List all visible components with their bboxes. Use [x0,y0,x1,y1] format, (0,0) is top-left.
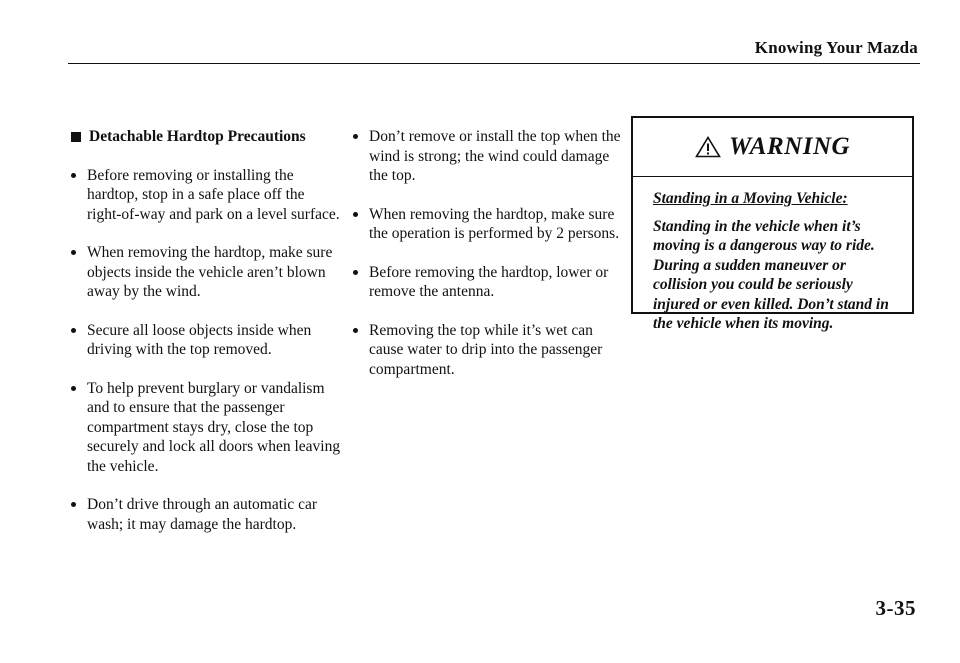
list-item: Don’t remove or install the top when the wind is strong; the wind could damage the top. [352,127,624,186]
warning-box [631,116,914,332]
warning-triangle-icon [695,136,721,158]
warning-body [633,177,912,334]
list-item: Before removing or installing the hardtop, stop in a safe place off the right-of-way and park on a level surface. [70,166,342,225]
warning-subheading: Standing in a Moving Vehicle: [653,190,848,207]
middle-column [352,127,624,398]
header-rule [68,63,920,64]
running-header-title: Knowing Your Mazda [754,38,918,57]
warning-title: WARNING [728,133,851,160]
square-bullet-icon [71,132,81,142]
middle-bullet-list [352,127,624,379]
section-heading-text: Detachable Hardtop Precautions [89,128,306,145]
list-item: To help prevent burglary or vandalism and to ensure that the passenger compartment stays dry, close the top securely and lock all doors when leaving the vehicle. [70,379,342,477]
warning-header [633,118,912,177]
list-item: Before removing the hardtop, lower or remove the antenna. [352,263,624,302]
left-bullet-list [70,166,342,535]
list-item: When removing the hardtop, make sure objects inside the vehicle aren’t blown away by the wind. [70,243,342,302]
list-item: Don’t drive through an automatic car wash; it may damage the hardtop. [70,495,342,534]
list-item: Removing the top while it’s wet can cause water to drip into the passenger compartment. [352,321,624,380]
section-heading [70,127,342,147]
left-column [70,127,342,553]
page-number: 3-35 [875,596,916,620]
list-item: Secure all loose objects inside when driving with the top removed. [70,321,342,360]
list-item: When removing the hardtop, make sure the operation is performed by 2 persons. [352,205,624,244]
warning-text: Standing in the vehicle when it’s moving is a dangerous way to ride. During a sudden maneuver or collision you could be seriously injured or even killed. Don’t stand in the vehicle when its moving. [653,217,889,332]
